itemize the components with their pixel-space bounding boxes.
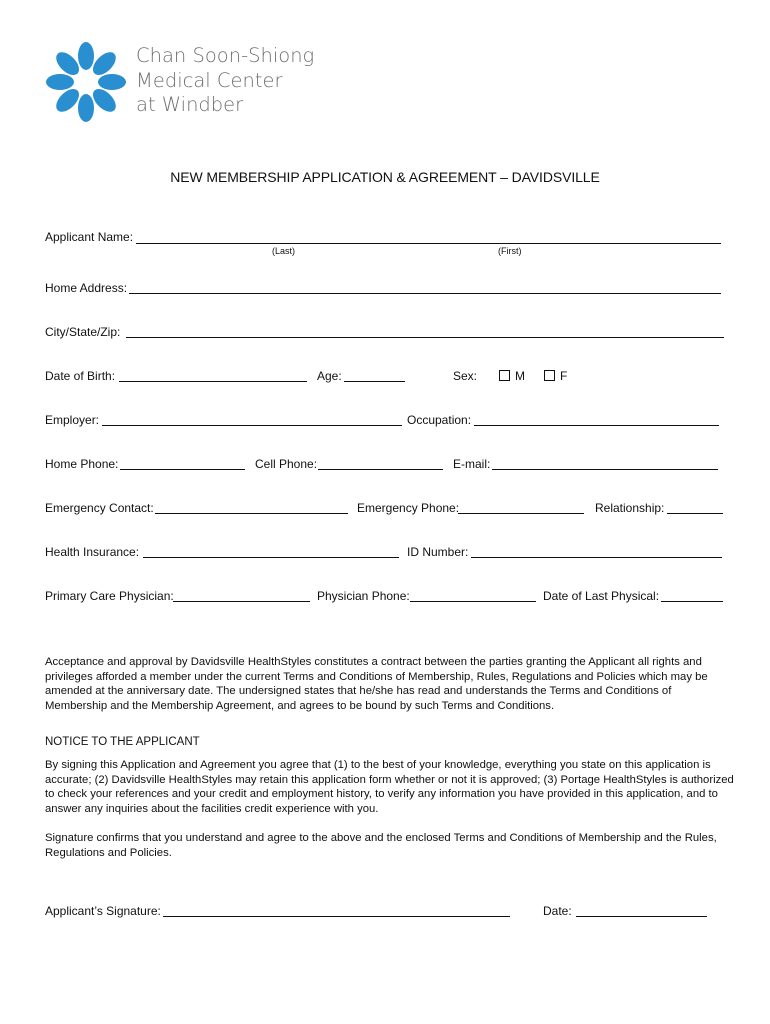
relationship-label: Relationship: [595, 501, 665, 515]
employer-field[interactable] [102, 425, 402, 426]
first-name-caption: (First) [498, 246, 522, 256]
form-title: NEW MEMBERSHIP APPLICATION & AGREEMENT – DAVIDSVILLE [170, 169, 600, 185]
brand-line-3: at Windber [136, 93, 244, 116]
applicant-name-field[interactable] [136, 243, 721, 244]
occupation-field[interactable] [474, 425, 719, 426]
brand-line-1: Chan Soon-Shiong [136, 44, 315, 67]
brand-line-2: Medical Center [136, 68, 283, 92]
signature-confirm-paragraph: Signature confirms that you understand and agree to the above and the enclosed Terms and Conditions of Membership and the Rules, Regulations and Policies. [45, 832, 717, 859]
id-number-field[interactable] [471, 557, 722, 558]
signature-label: Applicant’s Signature: [45, 904, 161, 918]
last-name-caption: (Last) [272, 246, 296, 256]
last-physical-label: Date of Last Physical: [543, 589, 660, 603]
notice-paragraph: By signing this Application and Agreement you agree that (1) to the best of your knowledge, everything you state on this application is accurate; (2) Davidsville HealthStyles may retain this application form whether or not it is approved; (3) Portage HealthStyles is authorized to check your references and your credit and employment history, to verify any information you have provided in this application, and to answer any inquiries about the facilities credit experience with you. [45, 759, 734, 815]
age-field[interactable] [344, 381, 405, 382]
sex-label: Sex: [453, 369, 478, 383]
sex-m-checkbox[interactable] [499, 370, 510, 381]
emergency-contact-field[interactable] [155, 513, 348, 514]
dob-field[interactable] [119, 381, 307, 382]
employer-label: Employer: [45, 413, 100, 427]
home-address-field[interactable] [129, 293, 721, 294]
sex-f-checkbox[interactable] [544, 370, 555, 381]
cell-phone-field[interactable] [318, 469, 443, 470]
acceptance-paragraph: Acceptance and approval by Davidsville HealthStyles constitutes a contract between the parties granting the Applicant all rights and privileges afforded a member under the current Terms and Conditions of Membership, Rules, Regulations and Policies which may be amended at the anniversary date. The undersigned states that he/she has read and understands the Terms and Conditions of Membership and the Membership Agreement, and agrees to be bound by such Terms and Conditions. [45, 656, 708, 712]
emergency-phone-field[interactable] [458, 513, 584, 514]
brand-name [136, 44, 314, 118]
id-number-label: ID Number: [407, 545, 469, 559]
emergency-phone-label: Emergency Phone: [357, 501, 460, 515]
medical-center-logo-icon [44, 40, 128, 124]
home-phone-field[interactable] [120, 469, 245, 470]
dob-label: Date of Birth: [45, 369, 116, 383]
city-state-zip-label: City/State/Zip: [45, 325, 121, 339]
last-physical-field[interactable] [661, 601, 723, 602]
sex-f-label: F [560, 369, 568, 383]
notice-heading: NOTICE TO THE APPLICANT [45, 736, 200, 748]
health-insurance-field[interactable] [143, 557, 399, 558]
city-state-zip-field[interactable] [126, 337, 724, 338]
home-phone-label: Home Phone: [45, 457, 119, 471]
primary-care-field[interactable] [173, 601, 310, 602]
health-insurance-label: Health Insurance: [45, 545, 140, 559]
emergency-contact-label: Emergency Contact: [45, 501, 154, 515]
physician-phone-label: Physician Phone: [317, 589, 410, 603]
email-label: E-mail: [453, 457, 491, 471]
age-label: Age: [317, 369, 342, 383]
email-field[interactable] [492, 469, 718, 470]
occupation-label: Occupation: [407, 413, 472, 427]
date-label: Date: [543, 904, 572, 918]
cell-phone-label: Cell Phone: [255, 457, 318, 471]
primary-care-label: Primary Care Physician: [45, 589, 174, 603]
physician-phone-field[interactable] [410, 601, 536, 602]
applicant-name-label: Applicant Name: [45, 230, 134, 244]
sex-m-label: M [515, 369, 525, 383]
relationship-field[interactable] [667, 513, 723, 514]
date-field[interactable] [576, 916, 707, 917]
home-address-label: Home Address: [45, 281, 128, 295]
signature-field[interactable] [163, 916, 510, 917]
